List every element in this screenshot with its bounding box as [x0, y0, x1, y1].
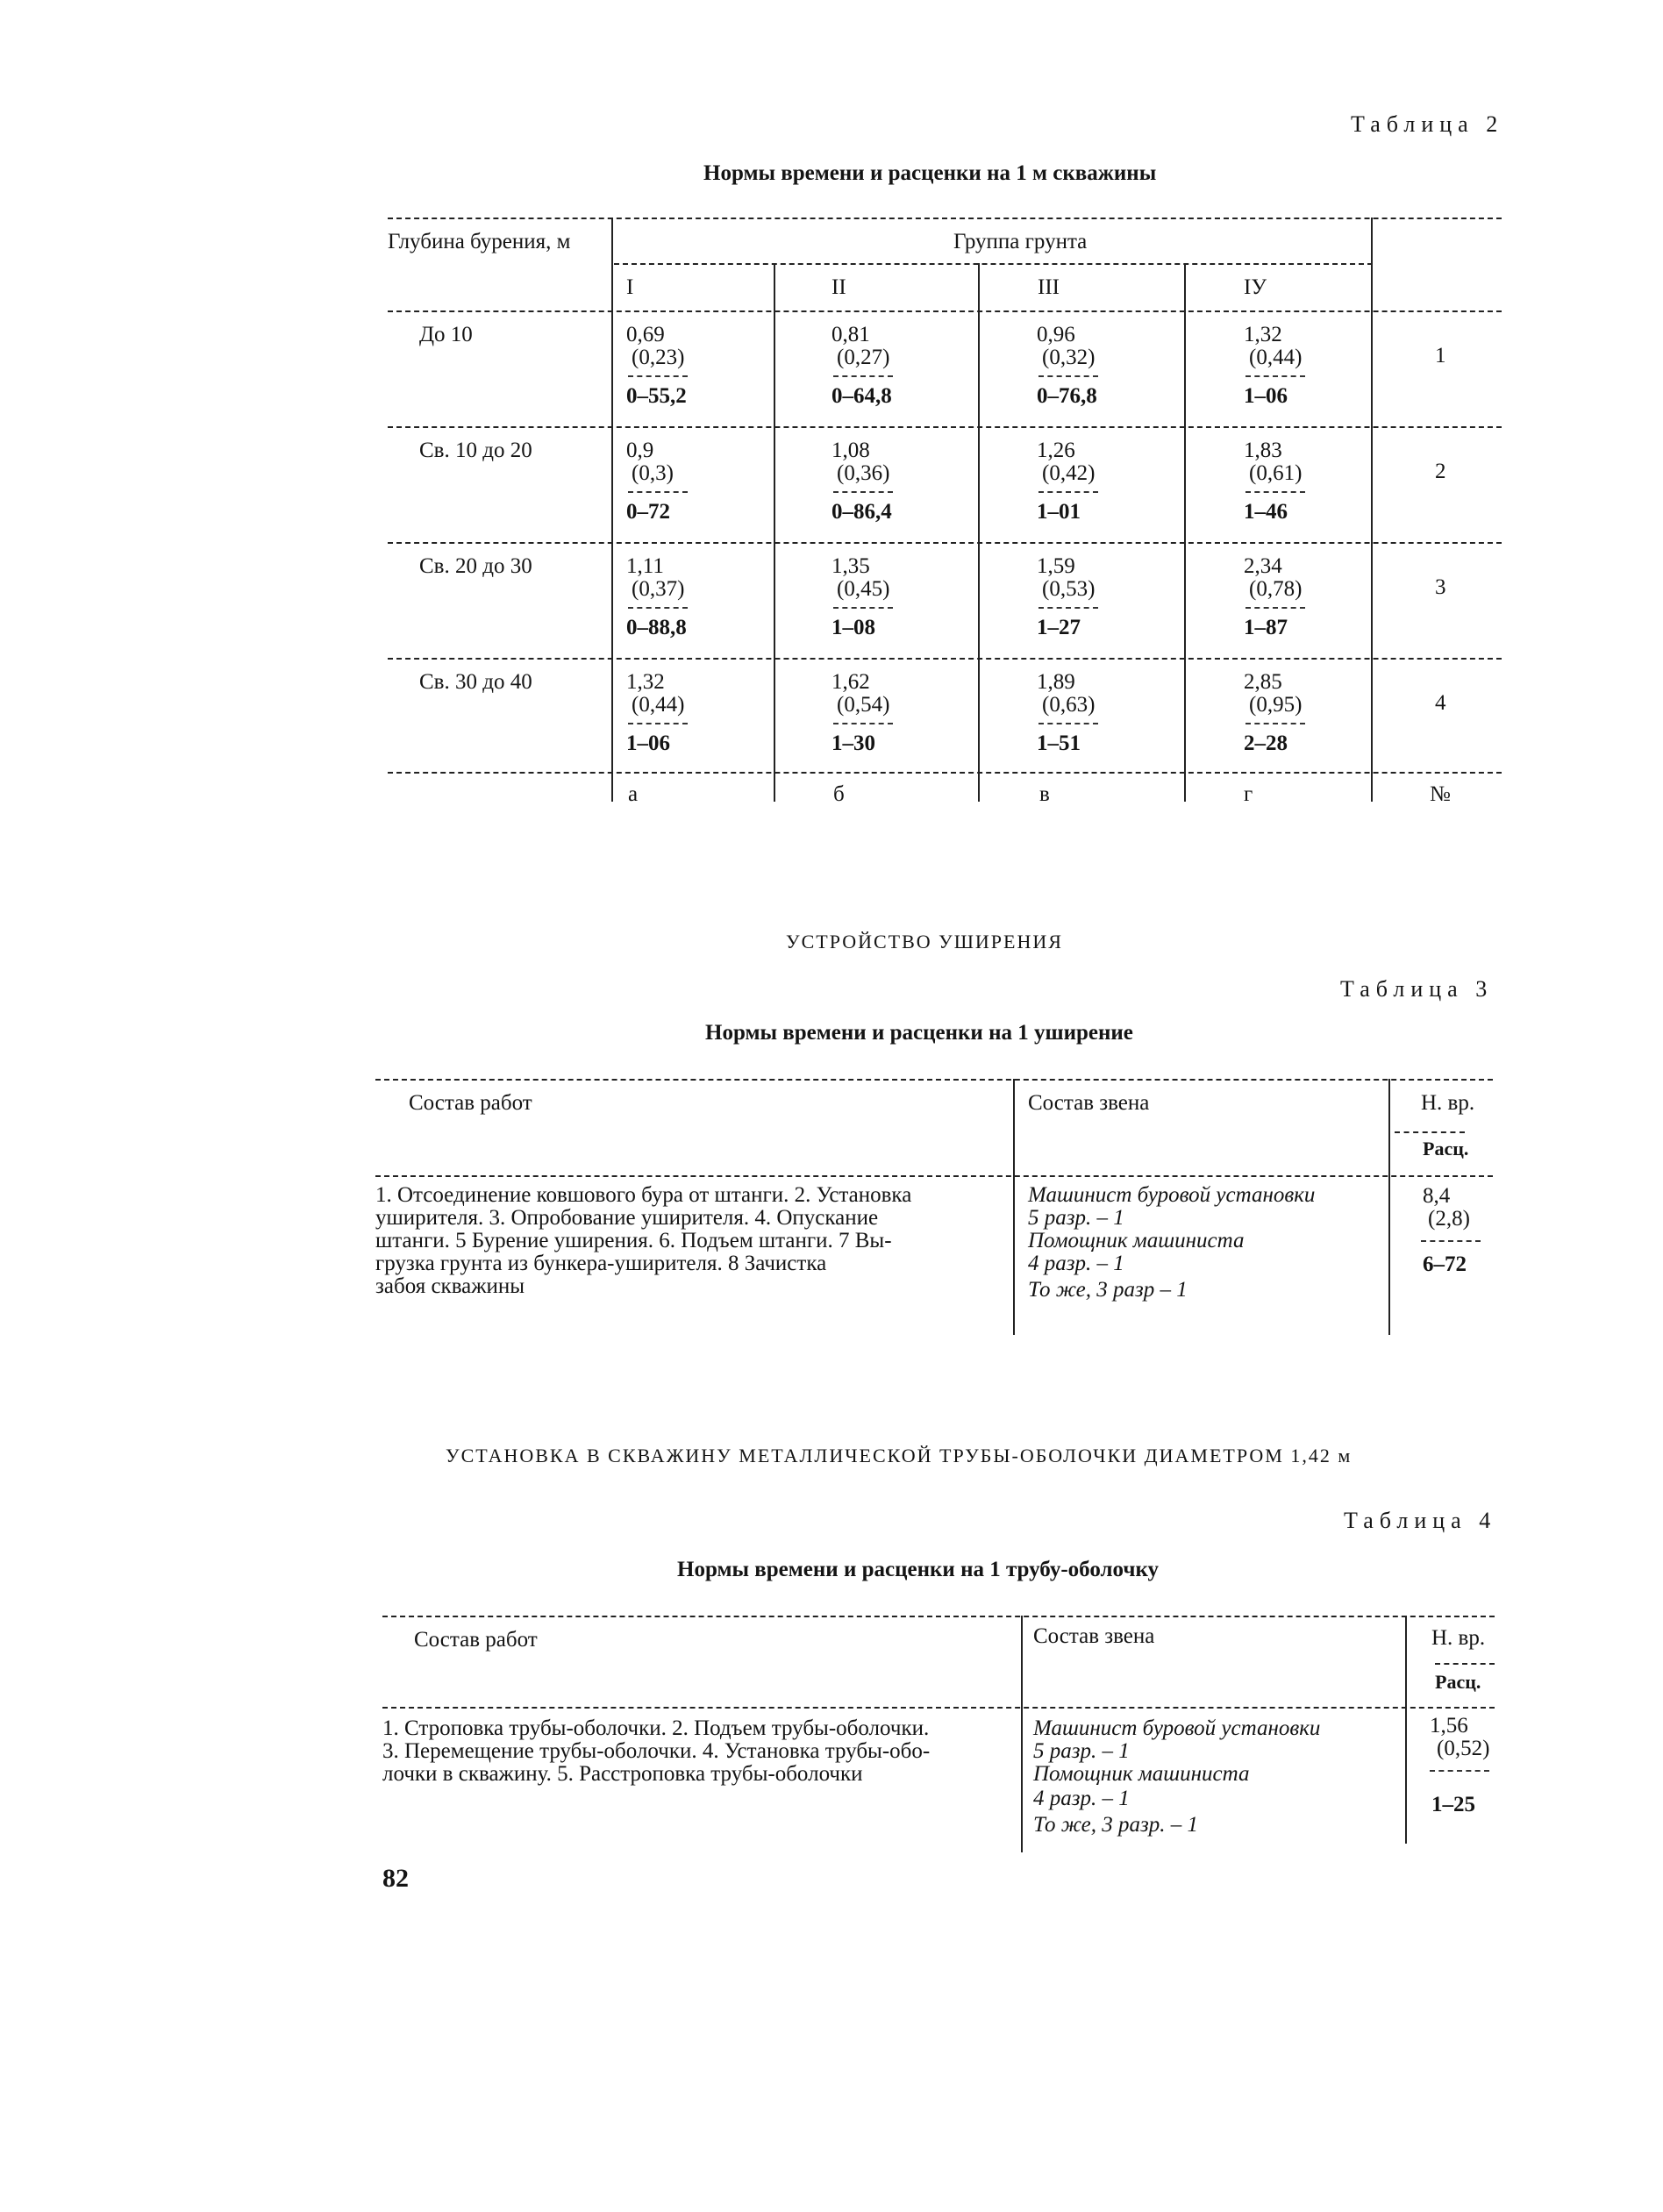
- table3-col-norm: Н. вр.: [1421, 1091, 1475, 1115]
- table-cell: 1,89 (0,63) 1–51: [1026, 668, 1228, 774]
- row-num-1: 1: [1435, 344, 1446, 367]
- table3-work-line: забоя скважины: [375, 1274, 525, 1298]
- table4-work-line: 1. Строповка трубы-оболочки. 2. Подъем трубы-оболочки.: [382, 1716, 930, 1740]
- table4-rate: 1–25: [1431, 1793, 1475, 1816]
- table3-work-line: грузка грунта из бункера-уширителя. 8 Зачистка: [375, 1252, 827, 1275]
- group-III: III: [1038, 275, 1060, 299]
- table3-crew-line: Машинист буровой установки: [1028, 1183, 1316, 1207]
- depth-header: Глубина бурения, м: [388, 230, 571, 253]
- table3-label: Таблица 3: [1340, 976, 1494, 1002]
- col-letter-g: г: [1244, 782, 1253, 806]
- table3-norm: 8,4: [1423, 1184, 1451, 1208]
- table-cell: 1,83 (0,61) 1–46: [1233, 437, 1435, 542]
- table3-col-crew: Состав звена: [1028, 1091, 1150, 1115]
- table-cell: 0,81 (0,27) 0–64,8: [832, 323, 892, 408]
- table-cell: 2,85 (0,95) 2–28: [1233, 668, 1435, 774]
- table3-pay: (2,8): [1428, 1207, 1470, 1231]
- group-header: Группа грунта: [953, 230, 1088, 253]
- row-num-2: 2: [1435, 460, 1446, 483]
- table-cell: 1,35 (0,45) 1–08: [821, 553, 1023, 658]
- table3-col-work: Состав работ: [409, 1091, 532, 1115]
- depth-row-2: Св. 10 до 20: [419, 439, 532, 462]
- table-cell: 0,9 (0,3) 0–72: [616, 437, 817, 542]
- table-cell: 1,59 (0,53) 1–27: [1026, 553, 1228, 658]
- table4-crew-line: 4 разр. – 1: [1033, 1787, 1130, 1810]
- table-cell: 1,08 (0,36) 0–86,4: [832, 439, 892, 524]
- table3-rate: 6–72: [1423, 1252, 1467, 1276]
- table2-label: Таблица 2: [1351, 111, 1504, 137]
- table3-title: Нормы времени и расценки на 1 уширение: [705, 1021, 1133, 1045]
- table4-label: Таблица 4: [1344, 1508, 1497, 1533]
- table3-col-rate: Расц.: [1423, 1138, 1469, 1160]
- section4-heading: УСТАНОВКА В СКВАЖИНУ МЕТАЛЛИЧЕСКОЙ ТРУБЫ-ОБОЛОЧКИ ДИАМЕТРОМ 1,42 м: [446, 1445, 1353, 1466]
- col-letter-v: в: [1039, 782, 1050, 806]
- row-num-4: 4: [1435, 691, 1446, 715]
- table-cell: 1,32 (0,44) 1–06: [1233, 321, 1435, 426]
- depth-row-3: Св. 20 до 30: [419, 554, 532, 578]
- table-cell: 0,69 (0,23) 0–55,2: [626, 323, 687, 408]
- table-cell: 1,26 (0,42) 1–01: [1026, 437, 1228, 542]
- table3-work-line: уширителя. 3. Опробование уширителя. 4. Опускание: [375, 1206, 879, 1230]
- table4-col-norm: Н. вр.: [1431, 1626, 1486, 1650]
- table3-work-line: 1. Отсоединение ковшового бура от штанги. 2. Установка: [375, 1183, 912, 1207]
- table3-crew-line: Помощник машиниста: [1028, 1229, 1245, 1252]
- table3-work-line: штанги. 5 Бурение уширения. 6. Подъем штанги. 7 Вы-: [375, 1229, 892, 1252]
- table4-crew-line: 5 разр. – 1: [1033, 1739, 1130, 1763]
- group-II: II: [832, 275, 846, 299]
- col-letter-b: б: [833, 782, 845, 806]
- table4-title: Нормы времени и расценки на 1 трубу-оболочку: [677, 1558, 1160, 1581]
- table-cell: 2,34 (0,78) 1–87: [1233, 553, 1435, 658]
- table4-work-line: 3. Перемещение трубы-оболочки. 4. Установка трубы-обо-: [382, 1739, 931, 1763]
- table3-crew-line: 5 разр. – 1: [1028, 1206, 1124, 1230]
- row-num-3: 3: [1435, 575, 1446, 599]
- table3-crew-line: 4 разр. – 1: [1028, 1252, 1124, 1275]
- table-cell: 1,62 (0,54) 1–30: [821, 668, 1023, 774]
- table4-crew-line: То же, 3 разр. – 1: [1033, 1813, 1199, 1837]
- table4-col-crew: Состав звена: [1033, 1624, 1155, 1648]
- table4-col-rate: Расц.: [1435, 1671, 1481, 1693]
- group-IV: IУ: [1244, 275, 1267, 299]
- table2-title: Нормы времени и расценки на 1 м скважины: [703, 161, 1157, 185]
- table4-crew-line: Помощник машиниста: [1033, 1762, 1250, 1786]
- table-cell: 1,32 (0,44) 1–06: [616, 668, 817, 774]
- section3-heading: УСТРОЙСТВО УШИРЕНИЯ: [786, 931, 1063, 953]
- col-letter-num: №: [1430, 782, 1451, 806]
- table3-crew-line: То же, 3 разр – 1: [1028, 1278, 1188, 1302]
- table4-work-line: лочки в скважину. 5. Расстроповка трубы-оболочки: [382, 1762, 863, 1786]
- col-letter-a: а: [628, 782, 639, 806]
- table-cell: 1,11 (0,37) 0–88,8: [626, 554, 687, 639]
- group-I: I: [626, 275, 634, 299]
- table-cell: 0,96 (0,32) 0–76,8: [1037, 323, 1097, 408]
- table4-norm: 1,56: [1430, 1714, 1468, 1737]
- table4-col-work: Состав работ: [414, 1628, 538, 1652]
- table4-pay: (0,52): [1437, 1737, 1490, 1760]
- depth-row-4: Св. 30 до 40: [419, 670, 532, 694]
- table4-crew-line: Машинист буровой установки: [1033, 1716, 1321, 1740]
- depth-row-1: До 10: [419, 323, 473, 346]
- page-number: 82: [382, 1864, 409, 1893]
